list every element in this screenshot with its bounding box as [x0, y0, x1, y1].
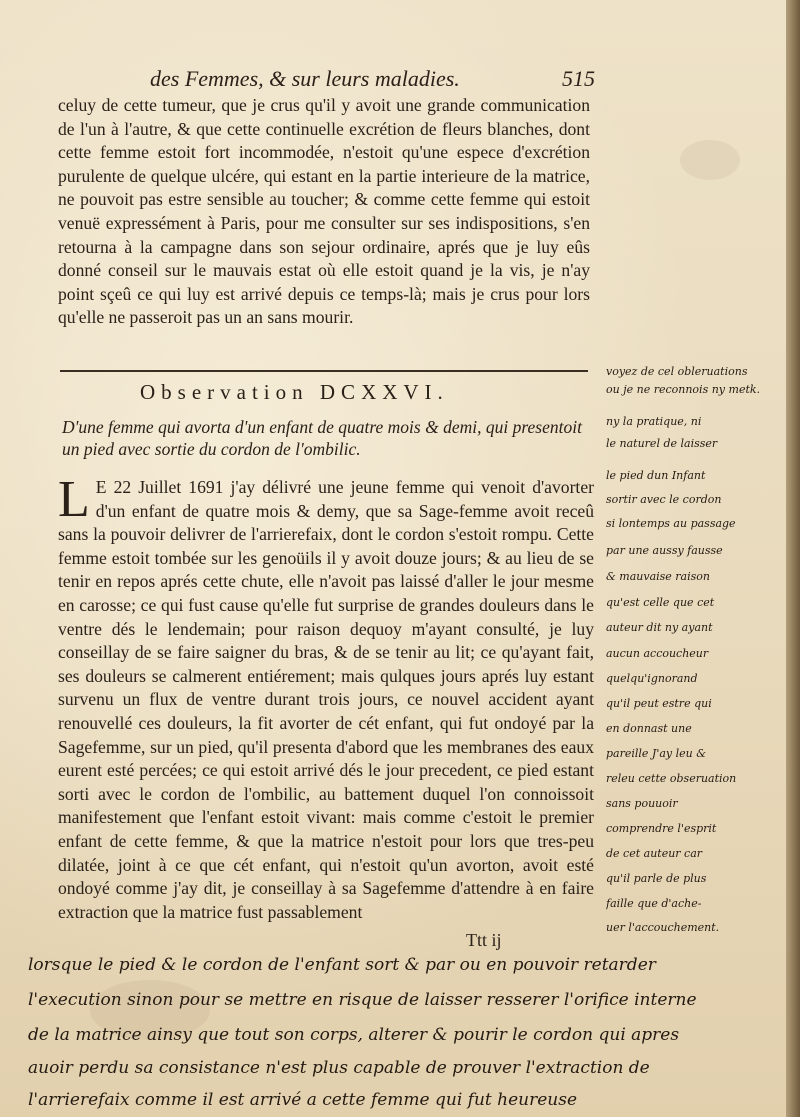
bottom-note-line: de la matrice ainsy que tout son corps, alterer & pourir le cordon qui apres — [28, 1025, 680, 1045]
margin-note: auteur dit ny ayant — [606, 622, 713, 634]
margin-note: ou je ne reconnois ny metk. — [606, 384, 761, 396]
bottom-note-line: lorsque le pied & le cordon de l'enfant sort & par ou en pouvoir retarder — [28, 955, 656, 975]
margin-note: qu'il peut estre qui — [606, 698, 712, 710]
observation-text: E 22 Juillet 1691 j'ay délivré une jeune femme qui venoit d'avorter d'un enfant de quatre mois & demy, que sa Sage-femme avoit receû sans la pouvoir delivrer de l'arrierefaix, dont le cordon s'estoit rompu. Cette femme estoit tombée sur les genoüils il y avoit douze jours; & au lieu de se tenir en repos aprés cette chute, elle n'avoit pas laissé d'aller le jour mesme en carosse; ce qui fust cause qu'elle fut surprise de grandes douleurs dans le ventre dés le lendemain; pour raison dequoy m'ayant consulté, je luy conseillay de se faire saigner du bras, & de se tenir au lit; ce qu'ayant fait, ses douleurs se calmerent entiérement; mais qulques jours aprés luy estant survenu un flux de ventre durant trois jours, ce nouvel accident ayant renouvellé ces douleurs, la fit avorter de cét enfant, qui fut ondoyé par la Sagefemme, sur un pied, qu'il presenta d'abord que les membranes des eaux eurent esté percées; ce qui estoit arrivé dés le jour precedent, ce pied estant sorti avec le cordon de l'ombilic, au battement duquel l'on connoissoit manifestement que l'enfant estoit vivant: mais comme c'estoit le premier enfant de cette femme, & que la matrice n'estoit pour lors que tres-peu dilatée, joint à ce que cét enfant, qui n'estoit qu'un avorton, avoit esté ondoyé comme j'ay dit, je conseillay à sa Sagefemme d'attendre à en faire extraction que la matrice fust passablement — [58, 477, 594, 922]
section-rule — [60, 370, 588, 372]
observation-subtitle: D'une femme qui avorta d'un enfant de quatre mois & demi, qui presentoit un pied avec sortie du cordon de l'ombilic. — [62, 417, 582, 459]
bottom-note-line: auoir perdu sa consistance n'est plus capable de prouver l'extraction de — [28, 1058, 650, 1078]
margin-note: qu'il parle de plus — [606, 873, 707, 885]
margin-note: sortir avec le cordon — [606, 494, 722, 506]
signature-mark: Ttt ij — [466, 930, 502, 950]
margin-note: voyez de cel obleruations — [606, 366, 748, 378]
margin-note: qu'est celle que cet — [606, 597, 715, 609]
observation-heading: Observation DCXXVI. — [140, 380, 449, 404]
margin-note: faille que d'ache- — [606, 898, 702, 910]
margin-note: pareille J'ay leu & — [606, 748, 707, 760]
bottom-note-line: l'execution sinon pour se mettre en risque de laisser resserer l'orifice interne — [28, 990, 697, 1010]
paragraph-continued: celuy de cette tumeur, que je crus qu'il y avoit une grande communication de l'un à l'autre, & que cette continuelle excrétion de fleurs blanches, dont cette femme estoit fort incommodée, n'estoit qu'une espece d'excrétion purulente de quelque ulcére, qui estant en la partie interieure de la matrice, ne pouvoit pas estre sensible au toucher; & comme cette femme qui estoit venuë expressément à Paris, pour me consulter sur ses indispositions, s'en retourna à la campagne dans son sejour ordinaire, aprés que je luy eûs donné conseil sur le mauvais estat où elle estoit quand je la vis, je n'ay point sçeû ce qui luy est arrivé depuis ce temps-là; mais je crus pour lors qu'elle ne passeroit pas un an sans mourir. — [58, 95, 590, 328]
margin-note: quelqu'ignorand — [606, 673, 698, 685]
margin-note: en donnast une — [606, 723, 692, 735]
observation-body — [58, 471, 594, 924]
margin-note: ny la pratique, ni — [606, 416, 702, 428]
margin-note: aucun accoucheur — [606, 648, 709, 660]
margin-note: releu cette obseruation — [606, 773, 737, 785]
margin-note: le naturel de laisser — [606, 438, 718, 450]
drop-cap: L — [58, 471, 90, 528]
margin-note: le pied dun Infant — [606, 470, 706, 482]
margin-note: de cet auteur car — [606, 848, 703, 860]
bottom-note-line: l'arrierefaix comme il est arrivé a cette femme qui fut heureuse — [28, 1090, 578, 1110]
page-binding-edge — [786, 0, 800, 1117]
page-number: 515 — [562, 66, 595, 91]
margin-note: sans pouuoir — [606, 798, 678, 810]
paper-stain — [680, 140, 740, 180]
margin-note: uer l'accouchement. — [606, 922, 720, 934]
margin-note: si lontemps au passage — [606, 518, 736, 530]
margin-note: comprendre l'esprit — [606, 823, 717, 835]
margin-note: & mauvaise raison — [606, 571, 710, 583]
margin-note: par une aussy fausse — [606, 545, 723, 557]
running-header-title: des Femmes, & sur leurs maladies. — [150, 66, 460, 91]
